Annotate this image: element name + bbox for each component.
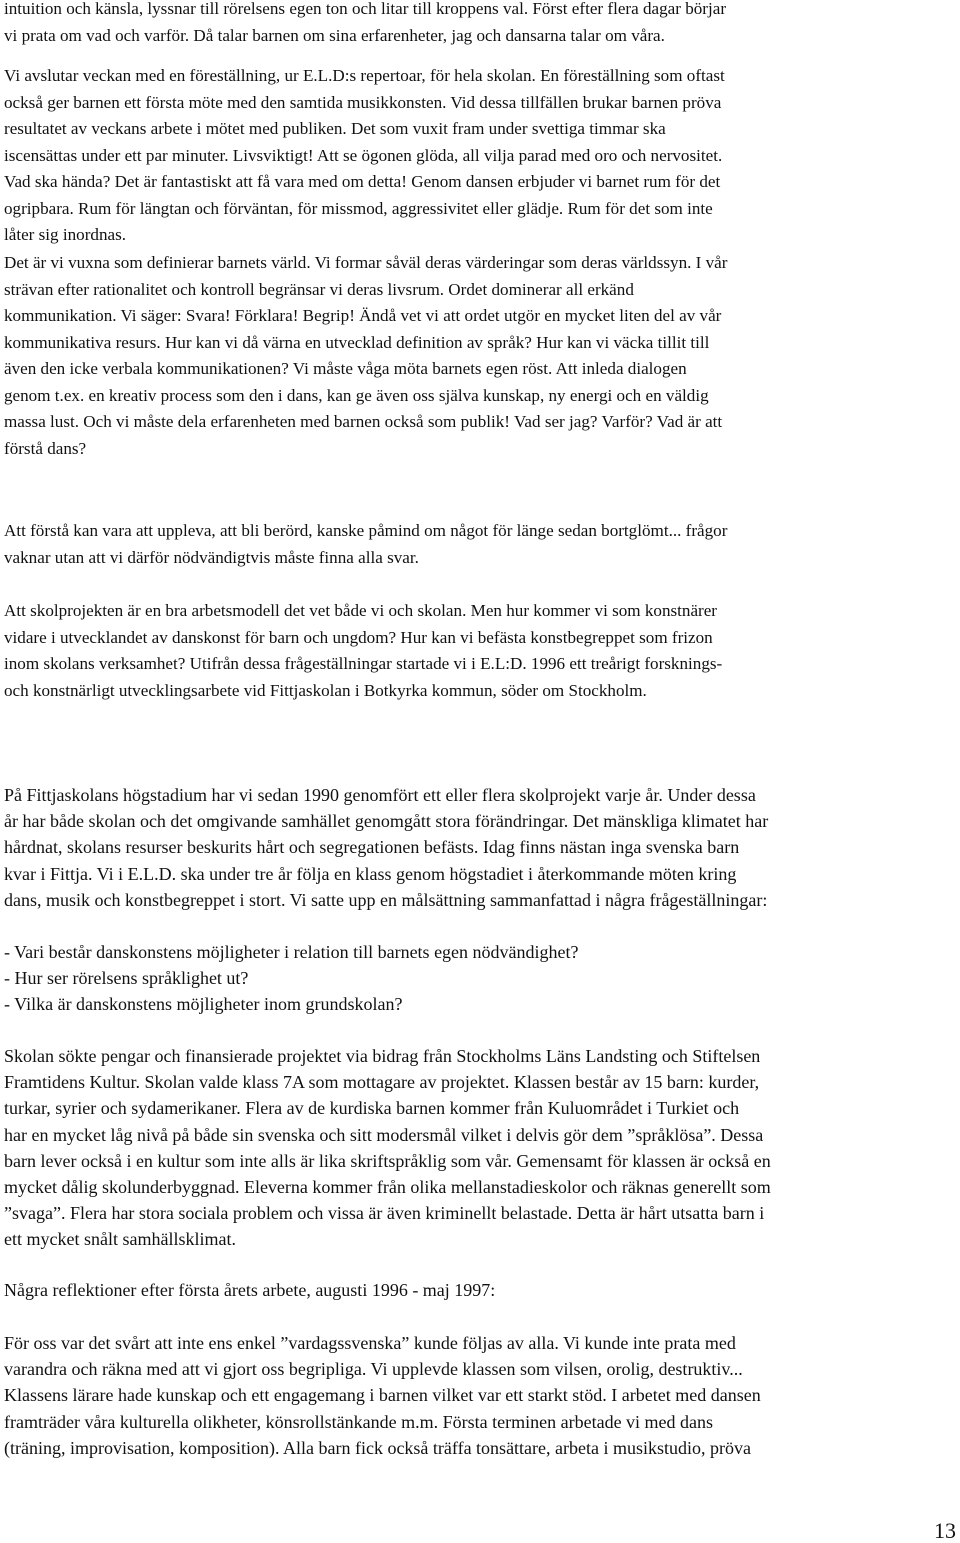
text-line: På Fittjaskolans högstadium har vi sedan 1990 genomfört ett eller flera skolprojekt varje år. Under dessa — [4, 785, 756, 805]
text-line: Att förstå kan vara att uppleva, att bli berörd, kanske påmind om något för länge sedan bortglömt... frågor — [4, 521, 728, 540]
text-line: strävan efter rationalitet och kontroll begränsar vi deras livsrum. Ordet dominerar all erkänd — [4, 279, 634, 299]
text-line: och konstnärligt utvecklingsarbete vid Fittjaskolan i Botkyrka kommun, söder om Stockholm. — [4, 680, 647, 700]
text-line: också ger barnen ett första möte med den samtida musikkonsten. Vid dessa tillfällen brukar barnen pröva — [4, 92, 722, 112]
text-line: förstå dans? — [4, 438, 87, 458]
list-item: - Vari består danskonstens möjligheter i relation till barnets egen nödvändighet? — [4, 942, 579, 962]
text-line: år har både skolan och det omgivande samhället genomgått stora förändringar. Det mänskliga klimatet har — [4, 811, 769, 832]
text-line: turkar, syrier och sydamerikaner. Flera av de kurdiska barnen kommer från Kuluområdet i Turkiet och — [4, 1098, 740, 1119]
text-line: barn lever också i en kultur som inte alls är lika skriftspråklig som vår. Gemensamt för klassen är också en — [4, 1150, 771, 1171]
paragraph-8 — [4, 1330, 959, 1461]
text-line: resultatet av veckans arbete i mötet med publiken. Det som vuxit fram under svettiga timmar ska — [4, 119, 666, 138]
page-number: 13 — [934, 1518, 956, 1543]
text-line: Klassens lärare hade kunskap och ett engagemang i barnen vilket var ett starkt stöd. I arbetet med dansen — [4, 1385, 761, 1406]
paragraph-5 — [4, 598, 959, 704]
paragraph-2 — [4, 63, 959, 249]
text-line: mycket dålig skolunderbyggnad. Eleverna kommer från olika mellanstadieskolor och räknas generellt som — [4, 1177, 771, 1198]
text-line: kvar i Fittja. Vi i E.L.D. ska under tre år följa en klass genom högstadiet i återkommande möten kring — [4, 863, 737, 884]
text-line: vidare i utvecklandet av danskonst för barn och ungdom? Hur kan vi befästa konstbegreppet som frizon — [4, 627, 713, 647]
text-line: inom skolans verksamhet? Utifrån dessa frågeställningar startade vi i E.L:D. 1996 ett treårigt forsknings- — [4, 654, 723, 673]
text-line: har en mycket låg nivå på både sin svenska och sitt modersmål vilket i delvis gör dem ”språklösa”. Dessa — [4, 1124, 764, 1145]
text-line: Skolan sökte pengar och finansierade projektet via bidrag från Stockholms Läns Landsting och Stiftelsen — [4, 1046, 761, 1066]
paragraph-1 — [4, 0, 959, 49]
text-line: massa lust. Och vi måste dela erfarenheten med barnen också som publik! Vad ser jag? Varför? Vad är att — [4, 412, 723, 431]
question-list — [4, 939, 959, 1018]
paragraph-6 — [4, 782, 959, 913]
text-line: ogripbara. Rum för längtan och förväntan, för missmod, aggressivitet eller glädje. Rum för det som inte — [4, 198, 713, 218]
list-item: - Vilka är danskonstens möjligheter inom grundskolan? — [4, 994, 403, 1015]
text-line: kommunikation. Vi säger: Svara! Förklara! Begrip! Ändå vet vi att ordet utgör en mycket liten del av vår — [4, 306, 722, 325]
text-line: Att skolprojekten är en bra arbetsmodell det vet både vi och skolan. Men hur kommer vi som konstnärer — [4, 601, 718, 620]
text-line: Framtidens Kultur. Skolan valde klass 7A som mottagare av projektet. Klassen består av 15 barn: kurder, — [4, 1072, 760, 1093]
text-line: framträder våra kulturella olikheter, könsrollstänkande m.m. Första terminen arbetade vi med dans — [4, 1411, 714, 1432]
text-line: dans, musik och konstbegreppet i stort. Vi satte upp en målsättning sammanfattad i några frågeställningar: — [4, 889, 768, 910]
text-line: genom t.ex. en kreativ process som den i dans, kan ge även oss själva kunskap, ny energi och en väldig — [4, 385, 709, 405]
paragraph-4 — [4, 518, 959, 571]
paragraph-7 — [4, 1043, 959, 1253]
text-line: ”svaga”. Flera har stora sociala problem och vissa är även kriminellt belastade. Detta är hårt utsatta barn i — [4, 1203, 765, 1224]
text-line: intuition och känsla, lyssnar till rörelsens egen ton och litar till kroppens val. Först efter flera dagar börjar — [4, 0, 727, 18]
paragraph-3 — [4, 250, 959, 462]
text-line: hårdnat, skolans resurser beskurits hårt och segregationen befästs. Idag finns nästan inga svenska barn — [4, 837, 740, 858]
text-line: ett mycket snålt samhällsklimat. — [4, 1229, 236, 1250]
text-line: även den icke verbala kommunikationen? Vi måste våga möta barnets egen röst. Att inleda dialogen — [4, 359, 687, 378]
section-heading — [4, 1277, 959, 1303]
text-line: (träning, improvisation, komposition). Alla barn fick också träffa tonsättare, arbeta i musikstudio, pröva — [4, 1437, 751, 1458]
text-line: Några reflektioner efter första årets arbete, augusti 1996 - maj 1997: — [4, 1280, 496, 1300]
list-item: - Hur ser rörelsens språklighet ut? — [4, 968, 249, 989]
text-line: låter sig inordnas. — [4, 225, 127, 244]
text-line: kommunikativa resurs. Hur kan vi då värna en utvecklad definition av språk? Hur kan vi väcka tillit till — [4, 332, 710, 352]
text-line: Det är vi vuxna som definierar barnets värld. Vi formar såväl deras värderingar som deras världssyn. I vår — [4, 253, 728, 272]
text-line: iscensättas under ett par minuter. Livsviktigt! Att se ögonen glöda, all vilja parad med oro och nervositet. — [4, 145, 723, 165]
text-line: Vad ska hända? Det är fantastiskt att få vara med om detta! Genom dansen erbjuder vi barnet rum för det — [4, 172, 721, 191]
text-line: vi prata om vad och varför. Då talar barnen om sina erfarenheter, jag och dansarna talar om våra. — [4, 25, 665, 45]
text-line: vaknar utan att vi därför nödvändigtvis måste finna alla svar. — [4, 547, 419, 567]
text-line: varandra och räkna med att vi gjort oss begripliga. Vi upplevde klassen som vilsen, orolig, destruktiv... — [4, 1359, 743, 1380]
text-line: Vi avslutar veckan med en föreställning, ur E.L.D:s repertoar, för hela skolan. En föreställning som oftast — [4, 66, 725, 85]
text-line: För oss var det svårt att inte ens enkel ”vardagssvenska” kunde följas av alla. Vi kunde inte prata med — [4, 1333, 736, 1353]
